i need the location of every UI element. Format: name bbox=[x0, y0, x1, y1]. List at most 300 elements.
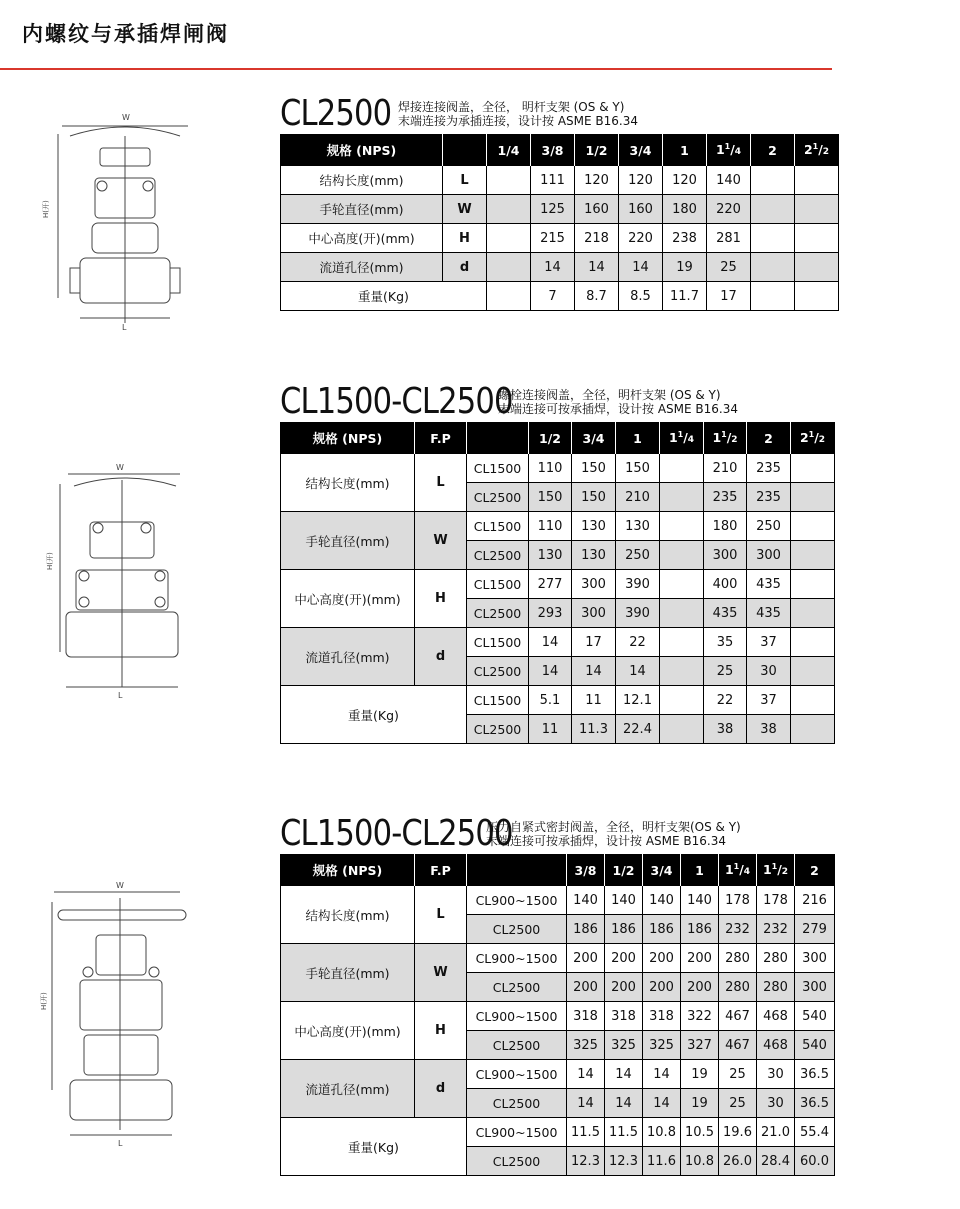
table-cell: 14 bbox=[619, 253, 663, 282]
class-cell: CL900~1500 bbox=[467, 1118, 567, 1147]
table-cell: 10.5 bbox=[681, 1118, 719, 1147]
table-cell: 160 bbox=[575, 195, 619, 224]
table-cell: 19 bbox=[663, 253, 707, 282]
table-row bbox=[281, 1118, 835, 1147]
table-cell bbox=[660, 715, 704, 744]
header-size bbox=[443, 135, 487, 166]
table-row bbox=[281, 1002, 835, 1031]
class-cell: CL1500 bbox=[467, 570, 529, 599]
title-rule bbox=[0, 68, 832, 70]
class-cell: CL2500 bbox=[467, 483, 529, 512]
table-cell: 25 bbox=[704, 657, 747, 686]
row-symbol: H bbox=[415, 1002, 467, 1060]
table-cell: 120 bbox=[663, 166, 707, 195]
table-cell: 210 bbox=[616, 483, 660, 512]
table-cell: 180 bbox=[663, 195, 707, 224]
table-cell: 325 bbox=[567, 1031, 605, 1060]
table-cell bbox=[660, 512, 704, 541]
class-cell: CL2500 bbox=[467, 915, 567, 944]
table-cell: 238 bbox=[663, 224, 707, 253]
table-cell: 10.8 bbox=[681, 1147, 719, 1176]
table-cell: 14 bbox=[531, 253, 575, 282]
header-size: $1^1/2$ bbox=[757, 855, 795, 886]
class-cell: CL1500 bbox=[467, 454, 529, 483]
table-row bbox=[281, 166, 839, 195]
table-cell: 540 bbox=[795, 1002, 835, 1031]
row-symbol: W bbox=[443, 195, 487, 224]
table-cell bbox=[751, 166, 795, 195]
table-cell: 14 bbox=[616, 657, 660, 686]
header-size: 1/2 bbox=[575, 135, 619, 166]
table-cell: 318 bbox=[643, 1002, 681, 1031]
model-description: 焊接连接阀盖，全径， 明杆支架 (OS & Y) 末端连接为承插连接，设计按 ASME B16.34 bbox=[398, 100, 638, 128]
model-title: CL1500-CL2500 bbox=[280, 813, 513, 854]
table-cell: 8.5 bbox=[619, 282, 663, 311]
table-row bbox=[281, 570, 835, 599]
row-symbol: W bbox=[415, 512, 467, 570]
table-cell: 220 bbox=[619, 224, 663, 253]
table-cell: 318 bbox=[567, 1002, 605, 1031]
table-cell: 26.0 bbox=[719, 1147, 757, 1176]
table-cell: 14 bbox=[567, 1060, 605, 1089]
row-symbol: d bbox=[443, 253, 487, 282]
header-fp: F.P bbox=[415, 855, 467, 886]
table-cell: 19.6 bbox=[719, 1118, 757, 1147]
row-label: 结构长度(mm) bbox=[281, 166, 443, 195]
header-size: $1^1/2$ bbox=[704, 423, 747, 454]
table-cell: 180 bbox=[704, 512, 747, 541]
table-cell: 21.0 bbox=[757, 1118, 795, 1147]
table-cell: 325 bbox=[643, 1031, 681, 1060]
row-label: 手轮直径(mm) bbox=[281, 944, 415, 1002]
table-cell: 19 bbox=[681, 1060, 719, 1089]
section-cl1500-cl2500-pressure-seal bbox=[280, 806, 834, 1176]
table-cell: 200 bbox=[605, 973, 643, 1002]
table-cell bbox=[791, 570, 835, 599]
class-cell: CL2500 bbox=[467, 973, 567, 1002]
table-cell: 325 bbox=[605, 1031, 643, 1060]
table-cell: 318 bbox=[605, 1002, 643, 1031]
table-cell: 22.4 bbox=[616, 715, 660, 744]
table-cell: 200 bbox=[643, 973, 681, 1002]
table-cell: 125 bbox=[531, 195, 575, 224]
table-cell: 467 bbox=[719, 1002, 757, 1031]
table-cell: 17 bbox=[572, 628, 616, 657]
class-cell: CL2500 bbox=[467, 1089, 567, 1118]
class-cell: CL900~1500 bbox=[467, 944, 567, 973]
table-cell: 130 bbox=[529, 541, 572, 570]
table-cell: 11 bbox=[572, 686, 616, 715]
table-cell: 216 bbox=[795, 886, 835, 915]
class-cell: CL2500 bbox=[467, 715, 529, 744]
table-cell: 468 bbox=[757, 1031, 795, 1060]
length-label: L bbox=[122, 323, 127, 332]
header-size: 3/4 bbox=[572, 423, 616, 454]
table-cell: 235 bbox=[704, 483, 747, 512]
table-row bbox=[281, 1060, 835, 1089]
table-row bbox=[281, 195, 839, 224]
length-label: L bbox=[118, 1139, 123, 1148]
table-row bbox=[281, 512, 835, 541]
table-cell: 327 bbox=[681, 1031, 719, 1060]
table-cell bbox=[660, 454, 704, 483]
class-cell: CL1500 bbox=[467, 512, 529, 541]
table-cell bbox=[751, 224, 795, 253]
table-cell: 130 bbox=[572, 512, 616, 541]
class-cell: CL2500 bbox=[467, 1031, 567, 1060]
header-size: 3/4 bbox=[643, 855, 681, 886]
row-label: 重量(Kg) bbox=[281, 1118, 467, 1176]
header-size: $1^1/4$ bbox=[660, 423, 704, 454]
table-cell: 300 bbox=[704, 541, 747, 570]
table-cell: 130 bbox=[616, 512, 660, 541]
header-size: 3/8 bbox=[531, 135, 575, 166]
table-row bbox=[281, 454, 835, 483]
table-cell: 220 bbox=[707, 195, 751, 224]
table-cell: 35 bbox=[704, 628, 747, 657]
table-cell bbox=[795, 253, 839, 282]
table-cell: 280 bbox=[757, 944, 795, 973]
length-label: L bbox=[118, 691, 123, 700]
table-cell bbox=[791, 657, 835, 686]
table-cell: 140 bbox=[681, 886, 719, 915]
table-cell: 235 bbox=[747, 483, 791, 512]
table-cell bbox=[791, 512, 835, 541]
row-label: 流道孔径(mm) bbox=[281, 1060, 415, 1118]
height-label: H(开) bbox=[40, 992, 48, 1010]
row-label: 重量(Kg) bbox=[281, 282, 487, 311]
table-cell: 60.0 bbox=[795, 1147, 835, 1176]
table-cell: 25 bbox=[719, 1089, 757, 1118]
header-size: 3/8 bbox=[567, 855, 605, 886]
table-cell: 38 bbox=[747, 715, 791, 744]
row-label: 流道孔径(mm) bbox=[281, 253, 443, 282]
table-cell bbox=[791, 483, 835, 512]
table-cell bbox=[487, 224, 531, 253]
header-size: 1 bbox=[616, 423, 660, 454]
header-row bbox=[281, 135, 839, 166]
header-spec: 规格 (NPS) bbox=[281, 855, 415, 886]
table-cell: 232 bbox=[719, 915, 757, 944]
table-row bbox=[281, 224, 839, 253]
table-cell bbox=[751, 195, 795, 224]
header-size: 1 bbox=[663, 135, 707, 166]
table-cell: 435 bbox=[747, 570, 791, 599]
header-size bbox=[467, 855, 567, 886]
row-symbol: d bbox=[415, 628, 467, 686]
table-cell: 7 bbox=[531, 282, 575, 311]
model-title: CL1500-CL2500 bbox=[280, 381, 513, 422]
header-size: $1^1/4$ bbox=[707, 135, 751, 166]
row-symbol: L bbox=[443, 166, 487, 195]
table-cell: 30 bbox=[757, 1089, 795, 1118]
row-symbol: H bbox=[415, 570, 467, 628]
table-cell: 14 bbox=[529, 657, 572, 686]
header-row bbox=[281, 855, 835, 886]
table-cell: 38 bbox=[704, 715, 747, 744]
table-cell: 25 bbox=[719, 1060, 757, 1089]
header-size: $2^1/2$ bbox=[795, 135, 839, 166]
table-cell: 280 bbox=[757, 973, 795, 1002]
table-cell: 130 bbox=[572, 541, 616, 570]
class-cell: CL2500 bbox=[467, 599, 529, 628]
table-cell: 150 bbox=[616, 454, 660, 483]
class-cell: CL1500 bbox=[467, 628, 529, 657]
table-cell: 25 bbox=[707, 253, 751, 282]
table-cell: 12.3 bbox=[567, 1147, 605, 1176]
table-cell: 300 bbox=[572, 570, 616, 599]
table-cell bbox=[791, 715, 835, 744]
header-size: 2 bbox=[747, 423, 791, 454]
table-cell: 277 bbox=[529, 570, 572, 599]
table-cell: 250 bbox=[747, 512, 791, 541]
row-symbol: L bbox=[415, 454, 467, 512]
spec-table-1 bbox=[280, 134, 839, 311]
table-cell bbox=[795, 224, 839, 253]
table-cell: 435 bbox=[704, 599, 747, 628]
table-cell: 150 bbox=[529, 483, 572, 512]
table-row bbox=[281, 282, 839, 311]
table-cell: 5.1 bbox=[529, 686, 572, 715]
table-cell bbox=[795, 282, 839, 311]
table-cell bbox=[660, 541, 704, 570]
class-cell: CL900~1500 bbox=[467, 1002, 567, 1031]
table-cell: 17 bbox=[707, 282, 751, 311]
table-cell: 12.3 bbox=[605, 1147, 643, 1176]
table-cell: 110 bbox=[529, 454, 572, 483]
table-cell: 14 bbox=[643, 1089, 681, 1118]
table-cell: 467 bbox=[719, 1031, 757, 1060]
table-cell: 300 bbox=[747, 541, 791, 570]
row-label: 流道孔径(mm) bbox=[281, 628, 415, 686]
class-cell: CL900~1500 bbox=[467, 1060, 567, 1089]
table-cell: 55.4 bbox=[795, 1118, 835, 1147]
header-size: 2 bbox=[795, 855, 835, 886]
table-cell: 390 bbox=[616, 570, 660, 599]
header-size: $1^1/4$ bbox=[719, 855, 757, 886]
valve-diagram-3 bbox=[40, 880, 200, 1150]
table-cell: 281 bbox=[707, 224, 751, 253]
table-cell: 37 bbox=[747, 686, 791, 715]
header-fp: F.P bbox=[415, 423, 467, 454]
header-row bbox=[281, 423, 835, 454]
height-label: H(开) bbox=[42, 200, 50, 218]
table-cell: 30 bbox=[747, 657, 791, 686]
table-cell: 186 bbox=[681, 915, 719, 944]
table-cell: 293 bbox=[529, 599, 572, 628]
row-label: 结构长度(mm) bbox=[281, 454, 415, 512]
spec-table-3 bbox=[280, 854, 835, 1176]
table-row bbox=[281, 944, 835, 973]
table-cell: 14 bbox=[572, 657, 616, 686]
table-cell bbox=[660, 599, 704, 628]
table-cell: 140 bbox=[605, 886, 643, 915]
table-cell bbox=[751, 282, 795, 311]
table-cell: 218 bbox=[575, 224, 619, 253]
table-cell: 200 bbox=[605, 944, 643, 973]
table-cell bbox=[487, 166, 531, 195]
header-size bbox=[467, 423, 529, 454]
table-row bbox=[281, 886, 835, 915]
table-cell: 300 bbox=[795, 944, 835, 973]
table-cell bbox=[487, 253, 531, 282]
table-cell bbox=[487, 282, 531, 311]
class-cell: CL2500 bbox=[467, 541, 529, 570]
table-cell: 11.5 bbox=[605, 1118, 643, 1147]
table-cell: 280 bbox=[719, 944, 757, 973]
table-cell: 140 bbox=[643, 886, 681, 915]
section-cl2500 bbox=[280, 86, 834, 311]
table-cell bbox=[791, 454, 835, 483]
table-cell: 300 bbox=[795, 973, 835, 1002]
header-size: 1 bbox=[681, 855, 719, 886]
table-cell: 186 bbox=[567, 915, 605, 944]
model-description: 螺栓连接阀盖，全径，明杆支架 (OS & Y) 末端连接可按承插焊，设计按 ASME B16.34 bbox=[498, 388, 738, 416]
header-spec: 规格 (NPS) bbox=[281, 135, 443, 166]
table-cell: 178 bbox=[719, 886, 757, 915]
table-cell: 11.6 bbox=[643, 1147, 681, 1176]
table-cell bbox=[660, 570, 704, 599]
row-label: 手轮直径(mm) bbox=[281, 195, 443, 224]
table-cell: 14 bbox=[575, 253, 619, 282]
table-cell: 300 bbox=[572, 599, 616, 628]
table-cell: 22 bbox=[704, 686, 747, 715]
table-cell: 186 bbox=[605, 915, 643, 944]
table-cell bbox=[660, 686, 704, 715]
table-cell bbox=[660, 483, 704, 512]
header-size: 1/4 bbox=[487, 135, 531, 166]
header-size: 1/2 bbox=[605, 855, 643, 886]
table-cell: 186 bbox=[643, 915, 681, 944]
table-row bbox=[281, 253, 839, 282]
table-cell: 36.5 bbox=[795, 1060, 835, 1089]
header-size: 2 bbox=[751, 135, 795, 166]
table-cell: 400 bbox=[704, 570, 747, 599]
table-cell bbox=[791, 541, 835, 570]
table-cell: 22 bbox=[616, 628, 660, 657]
table-cell: 232 bbox=[757, 915, 795, 944]
table-cell: 120 bbox=[619, 166, 663, 195]
table-cell bbox=[791, 599, 835, 628]
table-cell: 150 bbox=[572, 483, 616, 512]
table-row bbox=[281, 628, 835, 657]
table-cell bbox=[660, 657, 704, 686]
table-cell: 140 bbox=[567, 886, 605, 915]
table-cell: 200 bbox=[681, 973, 719, 1002]
spec-table-2 bbox=[280, 422, 835, 744]
table-cell bbox=[487, 195, 531, 224]
table-cell: 150 bbox=[572, 454, 616, 483]
row-symbol: L bbox=[415, 886, 467, 944]
class-cell: CL1500 bbox=[467, 686, 529, 715]
table-cell: 279 bbox=[795, 915, 835, 944]
row-label: 中心高度(开)(mm) bbox=[281, 224, 443, 253]
table-cell: 12.1 bbox=[616, 686, 660, 715]
table-row bbox=[281, 686, 835, 715]
table-cell: 14 bbox=[605, 1060, 643, 1089]
table-cell: 11.5 bbox=[567, 1118, 605, 1147]
table-cell: 235 bbox=[747, 454, 791, 483]
table-cell: 210 bbox=[704, 454, 747, 483]
table-cell: 120 bbox=[575, 166, 619, 195]
header-size: 1/2 bbox=[529, 423, 572, 454]
table-cell bbox=[751, 253, 795, 282]
row-label: 重量(Kg) bbox=[281, 686, 467, 744]
header-size: 3/4 bbox=[619, 135, 663, 166]
row-symbol: d bbox=[415, 1060, 467, 1118]
table-cell: 37 bbox=[747, 628, 791, 657]
table-cell: 11.7 bbox=[663, 282, 707, 311]
table-cell: 19 bbox=[681, 1089, 719, 1118]
table-cell bbox=[791, 628, 835, 657]
table-cell: 200 bbox=[681, 944, 719, 973]
row-label: 结构长度(mm) bbox=[281, 886, 415, 944]
table-cell: 36.5 bbox=[795, 1089, 835, 1118]
table-cell: 10.8 bbox=[643, 1118, 681, 1147]
class-cell: CL2500 bbox=[467, 657, 529, 686]
page-title: 内螺纹与承插焊闸阀 bbox=[22, 22, 229, 46]
table-cell: 468 bbox=[757, 1002, 795, 1031]
class-cell: CL900~1500 bbox=[467, 886, 567, 915]
model-description: 压力自紧式密封阀盖，全径，明杆支架(OS & Y) 末端连接可按承插焊，设计按 ASME B16.34 bbox=[486, 820, 741, 848]
table-cell: 215 bbox=[531, 224, 575, 253]
table-cell: 540 bbox=[795, 1031, 835, 1060]
height-label: H(开) bbox=[46, 552, 54, 570]
table-cell: 280 bbox=[719, 973, 757, 1002]
table-cell bbox=[795, 166, 839, 195]
section-cl1500-cl2500-bolted bbox=[280, 374, 834, 744]
table-cell: 14 bbox=[605, 1089, 643, 1118]
table-cell: 11.3 bbox=[572, 715, 616, 744]
table-cell: 140 bbox=[707, 166, 751, 195]
table-cell: 28.4 bbox=[757, 1147, 795, 1176]
table-cell: 110 bbox=[529, 512, 572, 541]
table-cell: 178 bbox=[757, 886, 795, 915]
table-cell bbox=[795, 195, 839, 224]
class-cell: CL2500 bbox=[467, 1147, 567, 1176]
row-label: 中心高度(开)(mm) bbox=[281, 570, 415, 628]
table-cell: 14 bbox=[529, 628, 572, 657]
width-label: W bbox=[116, 463, 124, 472]
table-cell: 250 bbox=[616, 541, 660, 570]
row-label: 手轮直径(mm) bbox=[281, 512, 415, 570]
valve-diagram-1 bbox=[40, 108, 200, 338]
table-cell: 14 bbox=[643, 1060, 681, 1089]
header-spec: 规格 (NPS) bbox=[281, 423, 415, 454]
valve-diagram-2 bbox=[40, 462, 200, 702]
model-title: CL2500 bbox=[280, 93, 392, 134]
row-symbol: H bbox=[443, 224, 487, 253]
row-symbol: W bbox=[415, 944, 467, 1002]
header-size: $2^1/2$ bbox=[791, 423, 835, 454]
table-cell: 322 bbox=[681, 1002, 719, 1031]
table-cell: 111 bbox=[531, 166, 575, 195]
width-label: W bbox=[116, 881, 124, 890]
table-cell: 200 bbox=[567, 944, 605, 973]
table-cell bbox=[791, 686, 835, 715]
row-label: 中心高度(开)(mm) bbox=[281, 1002, 415, 1060]
table-cell: 390 bbox=[616, 599, 660, 628]
table-cell: 30 bbox=[757, 1060, 795, 1089]
width-label: W bbox=[122, 113, 130, 122]
table-cell: 8.7 bbox=[575, 282, 619, 311]
table-cell: 200 bbox=[643, 944, 681, 973]
table-cell: 14 bbox=[567, 1089, 605, 1118]
table-cell: 11 bbox=[529, 715, 572, 744]
table-cell bbox=[660, 628, 704, 657]
table-cell: 435 bbox=[747, 599, 791, 628]
table-cell: 200 bbox=[567, 973, 605, 1002]
